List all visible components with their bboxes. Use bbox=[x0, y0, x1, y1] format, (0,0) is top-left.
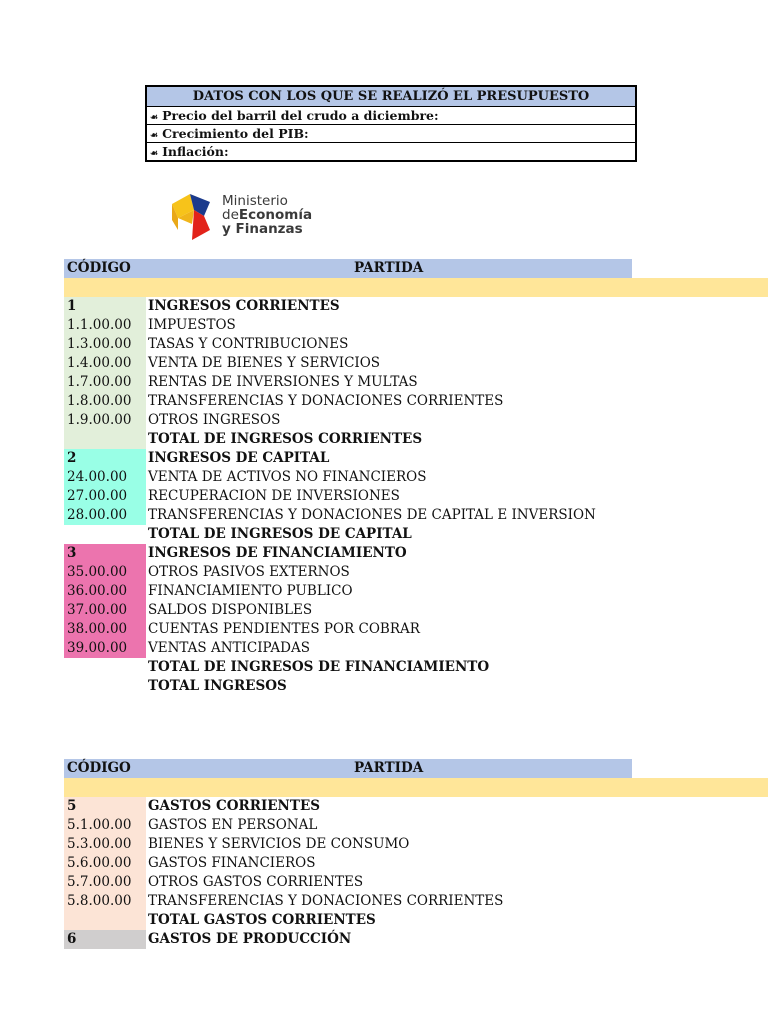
row-partida: TRANSFERENCIAS Y DONACIONES DE CAPITAL E INVERSION bbox=[148, 507, 596, 523]
datos-row-pib bbox=[147, 124, 635, 142]
row-code: 5.7.00.00 bbox=[64, 873, 146, 892]
table-row bbox=[0, 373, 768, 392]
table-row bbox=[0, 639, 768, 658]
bullet-icon: ☙ bbox=[150, 131, 159, 141]
row-code: 24.00.00 bbox=[64, 468, 146, 487]
logo-line2 bbox=[222, 208, 312, 222]
table-row bbox=[0, 335, 768, 354]
row-code: 1.1.00.00 bbox=[64, 316, 146, 335]
row-code: 6 bbox=[64, 930, 146, 949]
table-row bbox=[0, 677, 768, 696]
logo-text bbox=[222, 194, 312, 236]
row-partida: VENTAS ANTICIPADAS bbox=[148, 640, 310, 656]
row-partida: INGRESOS DE CAPITAL bbox=[148, 450, 330, 466]
row-partida: CUENTAS PENDIENTES POR COBRAR bbox=[148, 621, 420, 637]
table-row bbox=[0, 797, 768, 816]
ingresos-spacer-row bbox=[0, 278, 768, 297]
row-code: 1.8.00.00 bbox=[64, 392, 146, 411]
row-partida: VENTA DE BIENES Y SERVICIOS bbox=[148, 355, 381, 371]
table-row bbox=[0, 835, 768, 854]
row-code bbox=[64, 658, 146, 677]
row-code: 35.00.00 bbox=[64, 563, 146, 582]
row-partida: OTROS GASTOS CORRIENTES bbox=[148, 874, 364, 890]
datos-row-label: Crecimiento del PIB: bbox=[162, 126, 309, 141]
row-partida: GASTOS EN PERSONAL bbox=[148, 817, 318, 833]
row-partida: TOTAL DE INGRESOS DE FINANCIAMIENTO bbox=[148, 659, 490, 675]
table-row bbox=[0, 563, 768, 582]
ingresos-section bbox=[0, 259, 768, 696]
gastos-header-row bbox=[0, 759, 768, 778]
header-bar bbox=[64, 259, 632, 278]
row-partida: TRANSFERENCIAS Y DONACIONES CORRIENTES bbox=[148, 393, 504, 409]
header-partida: PARTIDA bbox=[354, 760, 424, 776]
datos-row-precio bbox=[147, 106, 635, 124]
table-row bbox=[0, 582, 768, 601]
table-row bbox=[0, 449, 768, 468]
header-codigo: CÓDIGO bbox=[67, 260, 131, 276]
row-code: 5.6.00.00 bbox=[64, 854, 146, 873]
table-row bbox=[0, 620, 768, 639]
row-partida: GASTOS FINANCIEROS bbox=[148, 855, 316, 871]
yellow-band bbox=[64, 278, 768, 297]
table-row bbox=[0, 487, 768, 506]
row-partida: GASTOS DE PRODUCCIÓN bbox=[148, 931, 352, 947]
table-row bbox=[0, 411, 768, 430]
row-partida: TOTAL GASTOS CORRIENTES bbox=[148, 912, 376, 928]
row-partida: INGRESOS CORRIENTES bbox=[148, 298, 340, 314]
row-partida: RENTAS DE INVERSIONES Y MULTAS bbox=[148, 374, 418, 390]
row-code bbox=[64, 911, 146, 930]
table-row bbox=[0, 392, 768, 411]
yellow-band bbox=[64, 778, 768, 797]
ministerio-logo-icon bbox=[170, 190, 218, 246]
datos-row-label: Inflación: bbox=[162, 144, 229, 159]
row-partida: FINANCIAMIENTO PUBLICO bbox=[148, 583, 353, 599]
row-code: 3 bbox=[64, 544, 146, 563]
datos-presupuesto-table bbox=[145, 85, 637, 162]
row-partida: GASTOS CORRIENTES bbox=[148, 798, 320, 814]
table-row bbox=[0, 354, 768, 373]
row-partida: SALDOS DISPONIBLES bbox=[148, 602, 313, 618]
row-code: 1.3.00.00 bbox=[64, 335, 146, 354]
row-code bbox=[64, 525, 146, 544]
row-code: 1 bbox=[64, 297, 146, 316]
row-code: 2 bbox=[64, 449, 146, 468]
datos-row-label: Precio del barril del crudo a diciembre: bbox=[162, 108, 439, 123]
table-row bbox=[0, 873, 768, 892]
table-row bbox=[0, 506, 768, 525]
table-row bbox=[0, 658, 768, 677]
row-partida: IMPUESTOS bbox=[148, 317, 236, 333]
gastos-spacer-row bbox=[0, 778, 768, 797]
datos-title: DATOS CON LOS QUE SE REALIZÓ EL PRESUPUESTO bbox=[147, 87, 635, 106]
row-code: 5.1.00.00 bbox=[64, 816, 146, 835]
row-code: 5.3.00.00 bbox=[64, 835, 146, 854]
table-row bbox=[0, 816, 768, 835]
header-partida: PARTIDA bbox=[354, 260, 424, 276]
row-partida: OTROS INGRESOS bbox=[148, 412, 281, 428]
logo-line3: y Finanzas bbox=[222, 221, 303, 237]
ministerio-logo bbox=[170, 190, 340, 246]
header-codigo: CÓDIGO bbox=[67, 760, 131, 776]
row-partida: VENTA DE ACTIVOS NO FINANCIEROS bbox=[148, 469, 427, 485]
row-code: 39.00.00 bbox=[64, 639, 146, 658]
ingresos-header-row bbox=[0, 259, 768, 278]
logo-line2-prefix: de bbox=[222, 207, 239, 223]
row-code: 1.4.00.00 bbox=[64, 354, 146, 373]
row-code: 1.7.00.00 bbox=[64, 373, 146, 392]
row-code: 38.00.00 bbox=[64, 620, 146, 639]
logo-line2-bold: Economía bbox=[238, 207, 313, 223]
row-partida: OTROS PASIVOS EXTERNOS bbox=[148, 564, 350, 580]
table-row bbox=[0, 930, 768, 949]
bullet-icon: ☙ bbox=[150, 149, 159, 159]
row-code bbox=[64, 677, 146, 696]
row-code: 27.00.00 bbox=[64, 487, 146, 506]
gastos-section bbox=[0, 759, 768, 949]
row-code: 37.00.00 bbox=[64, 601, 146, 620]
row-code: 36.00.00 bbox=[64, 582, 146, 601]
table-row bbox=[0, 525, 768, 544]
row-partida: RECUPERACION DE INVERSIONES bbox=[148, 488, 400, 504]
table-row bbox=[0, 430, 768, 449]
table-row bbox=[0, 297, 768, 316]
row-code: 5.8.00.00 bbox=[64, 892, 146, 911]
row-code: 28.00.00 bbox=[64, 506, 146, 525]
table-row bbox=[0, 854, 768, 873]
table-row bbox=[0, 601, 768, 620]
table-row bbox=[0, 892, 768, 911]
ingresos-rows bbox=[0, 297, 768, 696]
table-row bbox=[0, 316, 768, 335]
row-partida: INGRESOS DE FINANCIAMIENTO bbox=[148, 545, 407, 561]
row-partida: TASAS Y CONTRIBUCIONES bbox=[148, 336, 349, 352]
table-row bbox=[0, 911, 768, 930]
table-row bbox=[0, 544, 768, 563]
gastos-rows bbox=[0, 797, 768, 949]
row-partida: TOTAL DE INGRESOS CORRIENTES bbox=[148, 431, 423, 447]
row-partida: TOTAL DE INGRESOS DE CAPITAL bbox=[148, 526, 412, 542]
row-partida: TOTAL INGRESOS bbox=[148, 678, 287, 694]
row-code: 1.9.00.00 bbox=[64, 411, 146, 430]
bullet-icon: ☙ bbox=[150, 113, 159, 123]
row-code: 5 bbox=[64, 797, 146, 816]
header-bar bbox=[64, 759, 632, 778]
datos-row-inflacion bbox=[147, 142, 635, 160]
logo-line1: Ministerio bbox=[222, 193, 288, 209]
row-partida: TRANSFERENCIAS Y DONACIONES CORRIENTES bbox=[148, 893, 504, 909]
row-partida: BIENES Y SERVICIOS DE CONSUMO bbox=[148, 836, 410, 852]
table-row bbox=[0, 468, 768, 487]
row-code bbox=[64, 430, 146, 449]
